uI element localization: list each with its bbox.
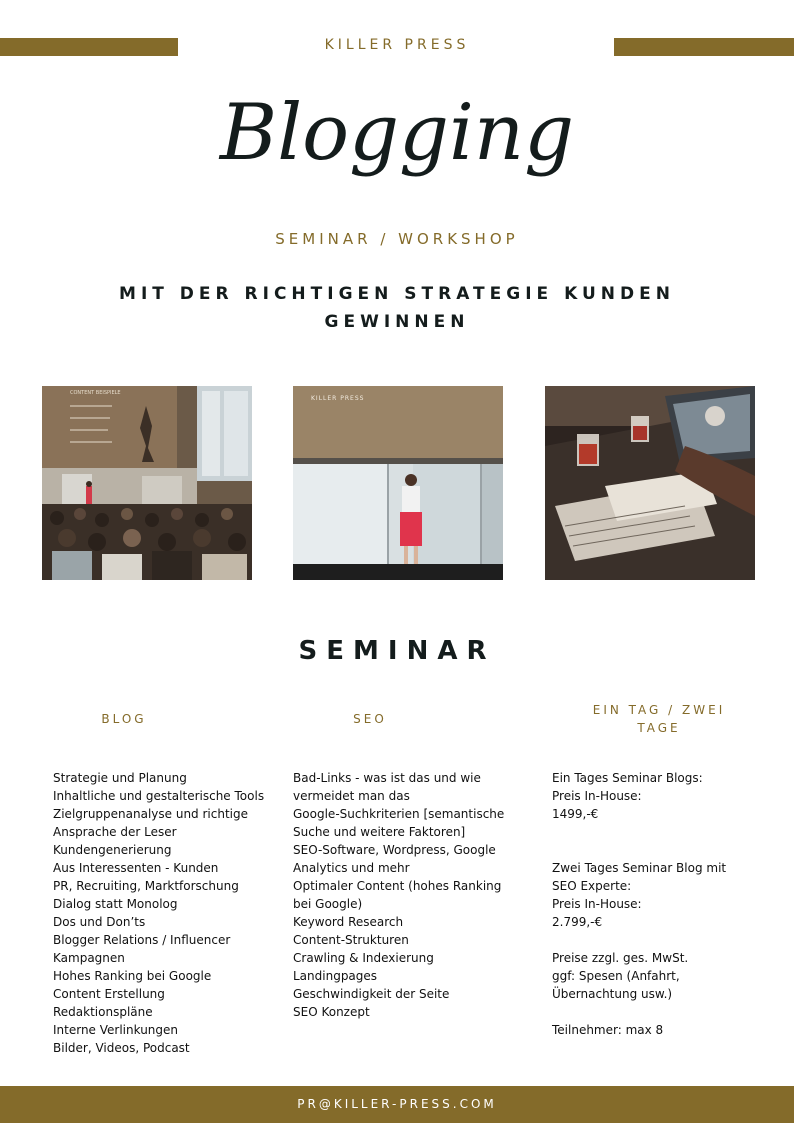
footer-email[interactable]: PR@KILLER-PRESS.COM xyxy=(297,1097,497,1111)
pricing-line: 1499,-€ xyxy=(552,807,599,821)
pricing-line: Preis In-House: xyxy=(552,789,642,803)
list-item: Bilder, Videos, Podcast xyxy=(53,1041,190,1055)
photo-speaker xyxy=(293,386,503,580)
column-heading-seo: SEO xyxy=(353,712,387,726)
list-item: PR, Recruiting, Marktforschung xyxy=(53,879,239,893)
brand-name: KILLER PRESS xyxy=(324,37,470,53)
pricing-line: Preise zzgl. ges. MwSt. xyxy=(552,951,689,965)
list-item: Bad-Links - was ist das und wie vermeidet man das xyxy=(293,771,481,803)
list-item: Crawling & Indexierung xyxy=(293,951,434,965)
pricing-line: Zwei Tages Seminar Blog mit xyxy=(552,861,727,875)
pricing-line: Teilnehmer: max 8 xyxy=(552,1023,664,1037)
list-item: Aus Interessenten - Kunden xyxy=(53,861,219,875)
spacer xyxy=(552,931,772,949)
column-heading-blog: BLOG xyxy=(101,712,147,726)
page-title: Blogging xyxy=(219,88,575,178)
pricing-line: Ein Tages Seminar Blogs: xyxy=(552,771,703,785)
list-item: Dos und Don’ts xyxy=(53,915,146,929)
pricing-list xyxy=(552,769,772,1039)
section-title: SEMINAR xyxy=(298,636,496,666)
list-item: SEO Konzept xyxy=(293,1005,370,1019)
list-item: SEO-Software, Wordpress, Google Analytics und mehr xyxy=(293,843,496,875)
slide-heading: CONTENT BEISPIELE xyxy=(70,390,121,396)
column-heading-duration: EIN TAG / ZWEI TAGE xyxy=(592,703,726,735)
pricing-line: Übernachtung usw.) xyxy=(552,987,673,1001)
list-item: Inhaltliche und gestalterische Tools xyxy=(53,789,265,803)
page-subtitle: SEMINAR / WORKSHOP xyxy=(275,230,519,248)
list-item: Optimaler Content (hohes Ranking bei Google) xyxy=(293,879,502,911)
list-item: Hohes Ranking bei Google xyxy=(53,969,212,983)
footer-bar xyxy=(0,1086,794,1123)
list-item: Google-Suchkriterien [semantische Suche und weitere Faktoren] xyxy=(293,807,505,839)
list-item: Geschwindigkeit der Seite xyxy=(293,987,450,1001)
pricing-line: SEO Experte: xyxy=(552,879,632,893)
pricing-line: ggf: Spesen (Anfahrt, xyxy=(552,969,680,983)
list-item: Landingpages xyxy=(293,969,378,983)
list-item: Keyword Research xyxy=(293,915,404,929)
spacer xyxy=(552,841,772,859)
list-item: Blogger Relations / Influencer Kampagnen xyxy=(53,933,231,965)
spacer xyxy=(552,823,772,841)
blog-topics-list xyxy=(53,769,283,1057)
pricing-line: 2.799,-€ xyxy=(552,915,603,929)
list-item: Content Erstellung xyxy=(53,987,165,1001)
list-item: Redaktionspläne xyxy=(53,1005,153,1019)
photo-desk xyxy=(545,386,755,580)
list-item: Content-Strukturen xyxy=(293,933,409,947)
page-headline: MIT DER RICHTIGEN STRATEGIE KUNDEN GEWINNEN xyxy=(119,284,675,332)
list-item: Interne Verlinkungen xyxy=(53,1023,179,1037)
list-item: Strategie und Planung xyxy=(53,771,187,785)
list-item: Zielgruppenanalyse und richtige Ansprache der Leser xyxy=(53,807,248,839)
seo-topics-list xyxy=(293,769,523,1021)
list-item: Kundengenerierung xyxy=(53,843,172,857)
photo-audience xyxy=(42,386,252,580)
list-item: Dialog statt Monolog xyxy=(53,897,178,911)
stage-logo: KILLER PRESS xyxy=(311,395,365,402)
spacer xyxy=(552,1003,772,1021)
pricing-line: Preis In-House: xyxy=(552,897,642,911)
